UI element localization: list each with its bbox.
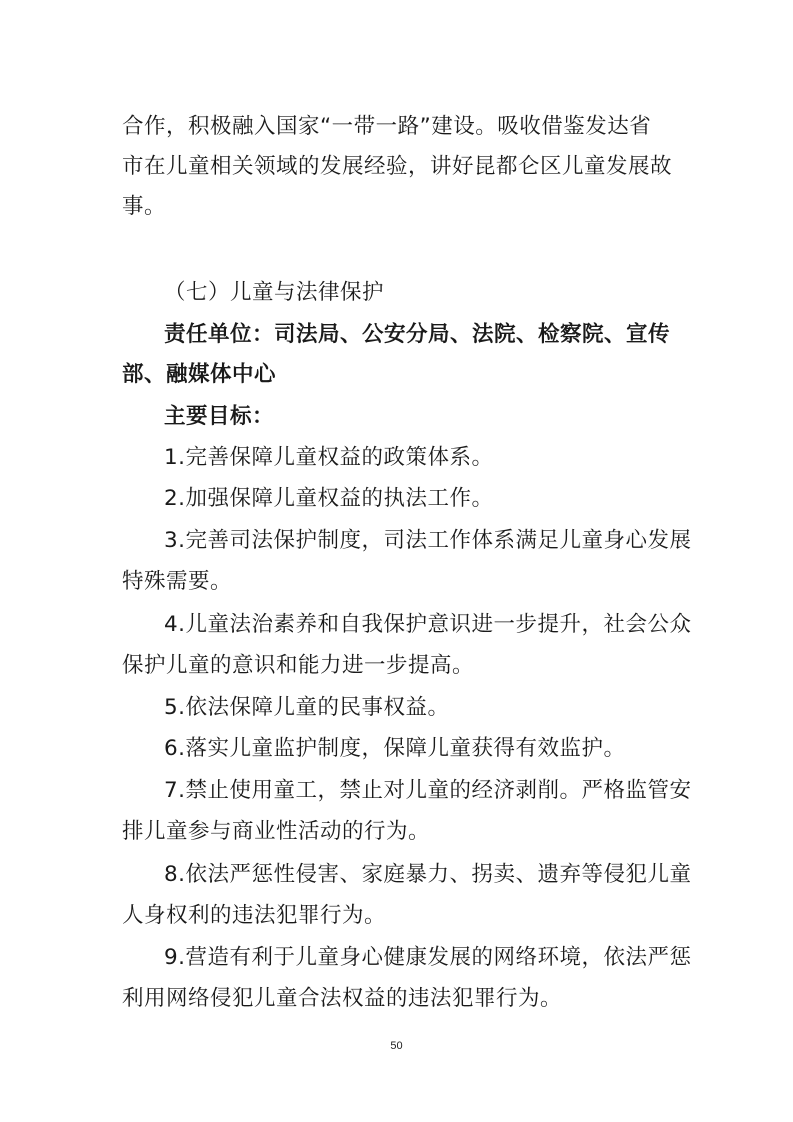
- goal-item-9-line-1: 9.营造有利于儿童身心健康发展的网络环境，依法严惩: [164, 945, 692, 970]
- goal-item-8-line-1: 8.依法严惩性侵害、家庭暴力、拐卖、遗弃等侵犯儿童: [164, 862, 692, 887]
- goal-item-3-line-2: 特殊需要。: [122, 569, 233, 594]
- responsible-units-line-1: 责任单位：司法局、公安分局、法院、检察院、宣传: [164, 322, 671, 347]
- goals-label: 主要目标：: [164, 404, 275, 429]
- intro-paragraph-line-1: 合作，积极融入国家“一带一路”建设。吸收借鉴发达省: [122, 114, 652, 139]
- responsible-units-line-2: 部、融媒体中心: [122, 362, 277, 387]
- goal-item-4-line-1: 4.儿童法治素养和自我保护意识进一步提升，社会公众: [164, 612, 692, 637]
- section-heading: （七）儿童与法律保护: [164, 280, 385, 305]
- intro-paragraph-line-3: 事。: [122, 194, 167, 219]
- intro-paragraph-line-2: 市在儿童相关领域的发展经验，讲好昆都仑区儿童发展故: [122, 154, 673, 179]
- goal-item-3-line-1: 3.完善司法保护制度，司法工作体系满足儿童身心发展: [164, 528, 692, 553]
- goal-item-9-line-2: 利用网络侵犯儿童合法权益的违法犯罪行为。: [122, 986, 563, 1011]
- page-number: 50: [390, 1040, 403, 1052]
- goal-item-7-line-1: 7.禁止使用童工，禁止对儿童的经济剥削。严格监管安: [164, 778, 692, 803]
- goal-item-8-line-2: 人身权利的违法犯罪行为。: [122, 903, 387, 928]
- goal-item-1: 1.完善保障儿童权益的政策体系。: [164, 445, 494, 470]
- goal-item-6: 6.落实儿童监护制度，保障儿童获得有效监护。: [164, 736, 626, 761]
- goal-item-2: 2.加强保障儿童权益的执法工作。: [164, 486, 494, 511]
- goal-item-7-line-2: 排儿童参与商业性活动的行为。: [122, 819, 431, 844]
- goal-item-5: 5.依法保障儿童的民事权益。: [164, 695, 450, 720]
- goal-item-4-line-2: 保护儿童的意识和能力进一步提高。: [122, 653, 475, 678]
